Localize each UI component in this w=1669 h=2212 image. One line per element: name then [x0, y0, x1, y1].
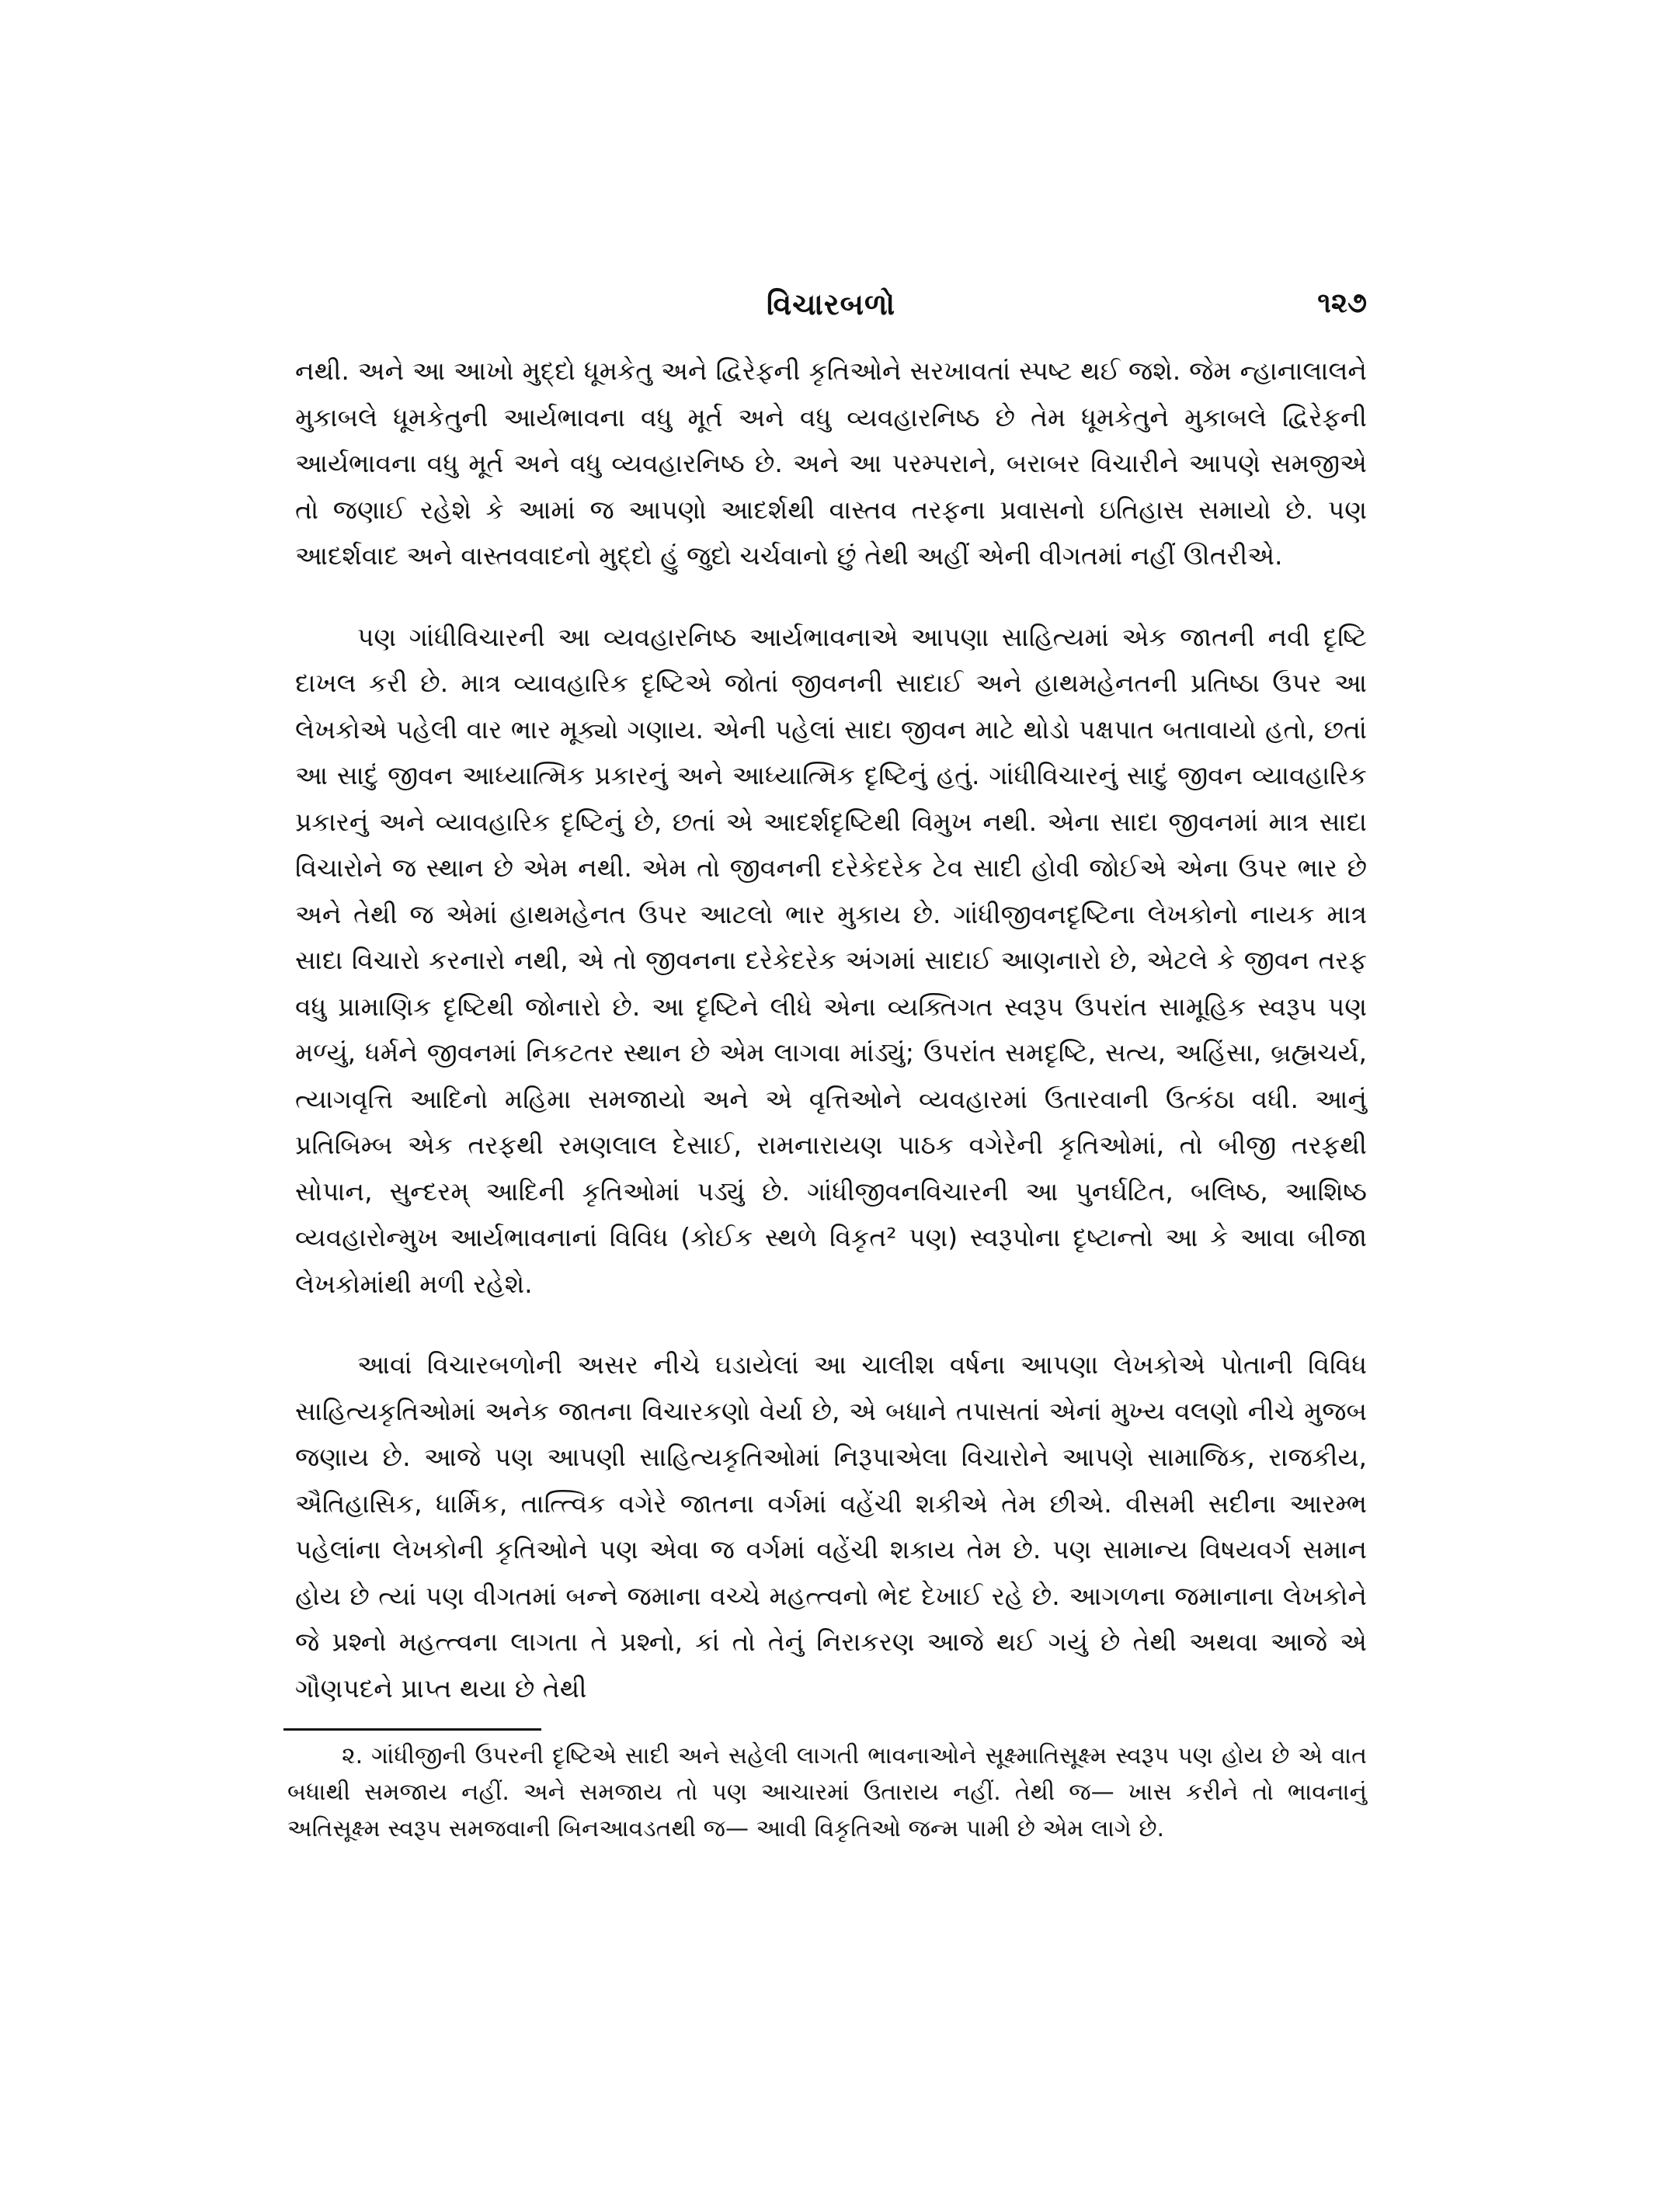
body-text	[295, 348, 1367, 1711]
paragraph-2: પણ ગાંધીવિચારની આ વ્યવહારનિષ્ઠ આર્યભાવનાએ આપણા સાહિત્યમાં એક જાતની નવી દૃષ્ટિ દાખલ કરી છે. માત્ર વ્યાવહારિક દૃષ્ટિએ જોતાં જીવનની સાદાઈ અને હાથમહેનતની પ્રતિષ્ઠા ઉપર આ લેખકોએ પહેલી વાર ભાર મૂક્યો ગણાય. એની પહેલાં સાદા જીવન માટે થોડો પક્ષપાત બતાવાયો હતો, છતાં આ સાદું જીવન આધ્યાત્મિક પ્રકારનું અને આધ્યાત્મિક દૃષ્ટિનું હતું. ગાંધીવિચારનું સાદું જીવન વ્યાવહારિક પ્રકારનું અને વ્યાવહારિક દૃષ્ટિનું છે, છતાં એ આદર્શદૃષ્ટિથી વિમુખ નથી. એના સાદા જીવનમાં માત્ર સાદા વિચારોને જ સ્થાન છે એમ નથી. એમ તો જીવનની દરેકેદરેક ટેવ સાદી હોવી જોઈએ એના ઉપર ભાર છે અને તેથી જ એમાં હાથમહેનત ઉપર આટલો ભાર મુકાય છે. ગાંધીજીવનદૃષ્ટિના લેખકોનો નાયક માત્ર સાદા વિચારો કરનારો નથી, એ તો જીવનના દરેકેદરેક અંગમાં સાદાઈ આણનારો છે, એટલે કે જીવન તરફ વધુ પ્રામાણિક દૃષ્ટિથી જોનારો છે. આ દૃષ્ટિને લીધે એના વ્યક્તિગત સ્વરૂપ ઉપરાંત સામૂહિક સ્વરૂપ પણ મળ્યું, ધર્મને જીવનમાં નિકટતર સ્થાન છે એમ લાગવા માંડ્યું; ઉપરાંત સમદૃષ્ટિ, સત્ય, અહિંસા, બ્રહ્મચર્ય, ત્યાગવૃત્તિ આદિનો મહિમા સમજાયો અને એ વૃત્તિઓને વ્યવહારમાં ઉતારવાની ઉત્કંઠા વધી. આનું પ્રતિબિમ્બ એક તરફથી રમણલાલ દેસાઈ, રામનારાયણ પાઠક વગેરેની કૃતિઓમાં, તો બીજી તરફથી સોપાન, સુન્દરમ્ આદિની કૃતિઓમાં પડ્યું છે. ગાંધીજીવનવિચારની આ પુનર્ઘટિત, બલિષ્ઠ, આશિષ્ઠ વ્યવહારોન્મુખ આર્યભાવનાનાં વિવિધ (કોઈક સ્થળે વિકૃત² પણ) સ્વરૂપોના દૃષ્ટાન્તો આ કે આવા બીજા લેખકોમાંથી મળી રહેશે.	[295, 621, 1367, 1299]
running-head	[295, 287, 1367, 334]
page-number: ૧૨૭	[1317, 287, 1367, 319]
footnote-divider	[283, 1728, 541, 1731]
running-title: વિચારબળો	[766, 287, 896, 321]
footnote: ૨. ગાંધીજીની ઉપરની દૃષ્ટિએ સાદી અને સહેલી લાગતી ભાવનાઓને સૂક્ષ્માતિસૂક્ષ્મ સ્વરૂપ પણ હોય છે એ વાત બધાથી સમજાય નહીં. અને સમજાય તો પણ આચારમાં ઉતારાય નહીં. તેથી જ— ખાસ કરીને તો ભાવનાનું અતિસૂક્ષ્મ સ્વરૂપ સમજવાની બિનઆવડતથી જ— આવી વિકૃતિઓ જન્મ પામી છે એમ લાગે છે.	[287, 1742, 1367, 1842]
paragraph-3: આવાં વિચારબળોની અસર નીચે ઘડાયેલાં આ ચાલીશ વર્ષના આપણા લેખકોએ પોતાની વિવિધ સાહિત્યકૃતિઓમાં અનેક જાતના વિચારકણો વેર્યા છે, એ બધાને તપાસતાં એનાં મુખ્ય વલણો નીચે મુજબ જણાય છે. આજે પણ આપણી સાહિત્યકૃતિઓમાં નિરૂપાએલા વિચારોને આપણે સામાજિક, રાજકીય, ઐતિહાસિક, ધાર્મિક, તાત્ત્વિક વગેરે જાતના વર્ગમાં વહેંચી શકીએ તેમ છીએ. વીસમી સદીના આરમ્ભ પહેલાંના લેખકોની કૃતિઓને પણ એવા જ વર્ગમાં વહેંચી શકાય તેમ છે. પણ સામાન્ય વિષયવર્ગ સમાન હોય છે ત્યાં પણ વીગતમાં બન્ને જમાના વચ્ચે મહત્ત્વનો ભેદ દેખાઈ રહે છે. આગળના જમાનાના લેખકોને જે પ્રશ્નો મહત્ત્વના લાગતા તે પ્રશ્નો, કાં તો તેનું નિરાકરણ આજે થઈ ગયું છે તેથી અથવા આજે એ ગૌણપદને પ્રાપ્ત થયા છે તેથી	[295, 1349, 1367, 1703]
paragraph-1: નથી. અને આ આખો મુદ્દો ધૂમકેતુ અને દ્વિરેફની કૃતિઓને સરખાવતાં સ્પષ્ટ થઈ જશે. જેમ ન્હાનાલાલને મુકાબલે ધૂમકેતુની આર્યભાવના વધુ મૂર્ત અને વધુ વ્યવહારનિષ્ઠ છે તેમ ધૂમકેતુને મુકાબલે દ્વિરેફની આર્યભાવના વધુ મૂર્ત અને વધુ વ્યવહારનિષ્ઠ છે. અને આ પરમ્પરાને, બરાબર વિચારીને આપણે સમજીએ તો જણાઈ રહેશે કે આમાં જ આપણો આદર્શથી વાસ્તવ તરફના પ્રવાસનો ઇતિહાસ સમાયો છે. પણ આદર્શવાદ અને વાસ્તવવાદનો મુદ્દો હું જુદો ચર્ચવાનો છું તેથી અહીં એની વીગતમાં નહીં ઊતરીએ.	[295, 356, 1367, 571]
